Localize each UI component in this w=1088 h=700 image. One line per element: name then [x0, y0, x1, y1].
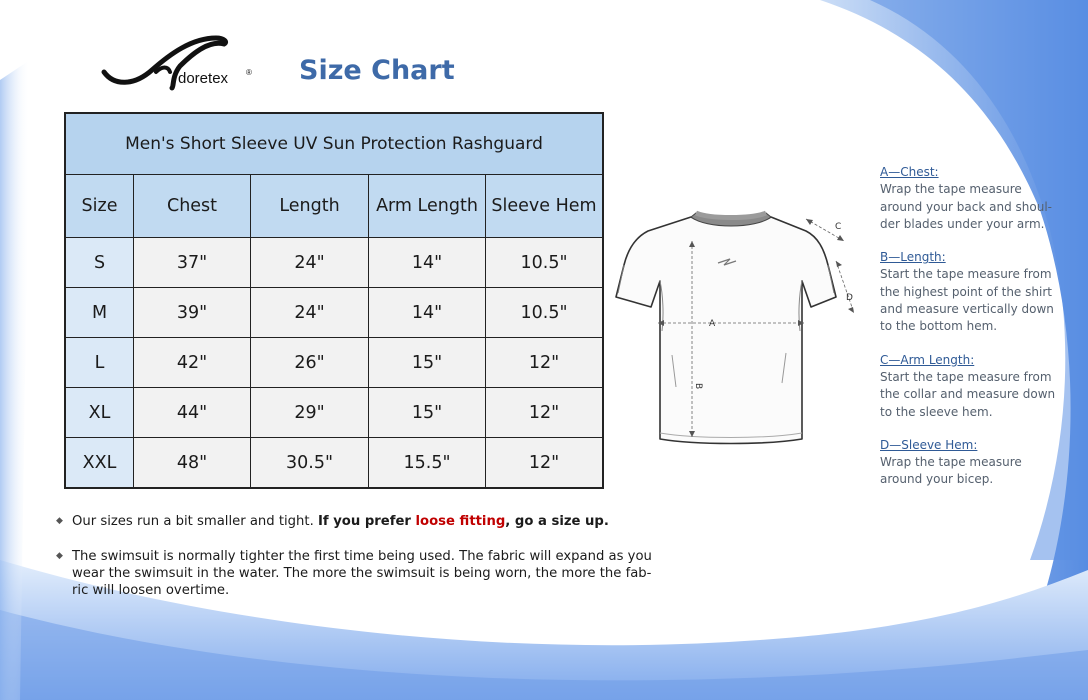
size-cell: M — [65, 288, 134, 338]
bullet-icon: ◆ — [56, 516, 63, 526]
header-arm-length: Arm Length — [369, 175, 486, 238]
guide-description: Wrap the tape measure around your bicep. — [880, 455, 1022, 487]
guide-item-sleeve-hem — [880, 437, 1080, 489]
sleeve-hem-cell: 12" — [486, 338, 604, 388]
note-text: Our sizes run a bit smaller and tight. — [72, 514, 318, 529]
arm-length-cell: 15.5" — [369, 438, 486, 489]
label-c: C — [835, 222, 842, 232]
table-row — [65, 238, 603, 288]
sleeve-hem-cell: 12" — [486, 388, 604, 438]
logo-text: doretex — [178, 70, 229, 87]
label-d: D — [846, 293, 853, 303]
arm-length-cell: 14" — [369, 288, 486, 338]
length-cell: 26" — [251, 338, 369, 388]
length-cell: 29" — [251, 388, 369, 438]
measure-guide — [880, 164, 1080, 505]
label-b: B — [693, 383, 703, 390]
chest-cell: 44" — [134, 388, 251, 438]
arm-length-cell: 15" — [369, 388, 486, 438]
table-caption: Men's Short Sleeve UV Sun Protection Rashguard — [65, 113, 603, 175]
sleeve-hem-cell: 12" — [486, 438, 604, 489]
length-cell: 30.5" — [251, 438, 369, 489]
sleeve-hem-cell: 10.5" — [486, 288, 604, 338]
bullet-icon: ◆ — [56, 551, 63, 561]
guide-item-length — [880, 249, 1080, 335]
header-size: Size — [65, 175, 134, 238]
note-emphasis-end: , go a size up. — [505, 514, 609, 529]
chest-cell: 42" — [134, 338, 251, 388]
guide-description: Wrap the tape measure around your back and shoul- der blades under your arm. — [880, 182, 1052, 231]
list-item — [56, 548, 656, 599]
guide-description: Start the tape measure from the collar and measure down to the sleeve hem. — [880, 369, 1056, 419]
guide-title: B—Length: — [880, 250, 946, 265]
length-cell: 24" — [251, 288, 369, 338]
header-sleeve-hem: Sleeve Hem — [486, 175, 604, 238]
label-a: A — [709, 319, 716, 329]
table-caption-row — [65, 113, 603, 175]
size-table — [64, 112, 604, 489]
chest-cell: 37" — [134, 238, 251, 288]
guide-item-arm-length — [880, 352, 1080, 421]
notes-list — [56, 513, 656, 617]
size-cell: S — [65, 238, 134, 288]
page-title: Size Chart — [299, 55, 455, 86]
size-cell: L — [65, 338, 134, 388]
guide-description: Start the tape measure from the highest point of the shirt and measure vertically down to the bottom hem. — [880, 267, 1054, 334]
table-row — [65, 288, 603, 338]
header-chest: Chest — [134, 175, 251, 238]
header-length: Length — [251, 175, 369, 238]
tshirt-icon — [616, 213, 836, 444]
size-cell: XL — [65, 388, 134, 438]
arm-length-cell: 15" — [369, 338, 486, 388]
sleeve-hem-cell: 10.5" — [486, 238, 604, 288]
table-header-row — [65, 175, 603, 238]
table-row — [65, 388, 603, 438]
table-row — [65, 438, 603, 489]
guide-title: D—Sleeve Hem: — [880, 437, 978, 452]
list-item — [56, 513, 656, 530]
note-text: The swimsuit is normally tighter the first time being used. The fabric will expand as you wear the swimsuit in the water. The more the swimsuit is being worn, the more the fab-ric will loosen overtime. — [72, 549, 652, 598]
chest-cell: 39" — [134, 288, 251, 338]
note-loose-fitting: loose fitting — [415, 514, 506, 529]
tshirt-diagram — [606, 205, 866, 455]
guide-title: C—Arm Length: — [880, 352, 975, 367]
length-cell: 24" — [251, 238, 369, 288]
chest-cell: 48" — [134, 438, 251, 489]
brand-logo — [100, 30, 260, 92]
note-emphasis: If you prefer — [317, 514, 416, 529]
table-row — [65, 338, 603, 388]
arm-length-cell: 14" — [369, 238, 486, 288]
guide-item-chest — [880, 164, 1080, 233]
guide-title: A—Chest: — [880, 165, 939, 179]
logo-registered-mark: ® — [246, 68, 252, 77]
size-cell: XXL — [65, 438, 134, 489]
